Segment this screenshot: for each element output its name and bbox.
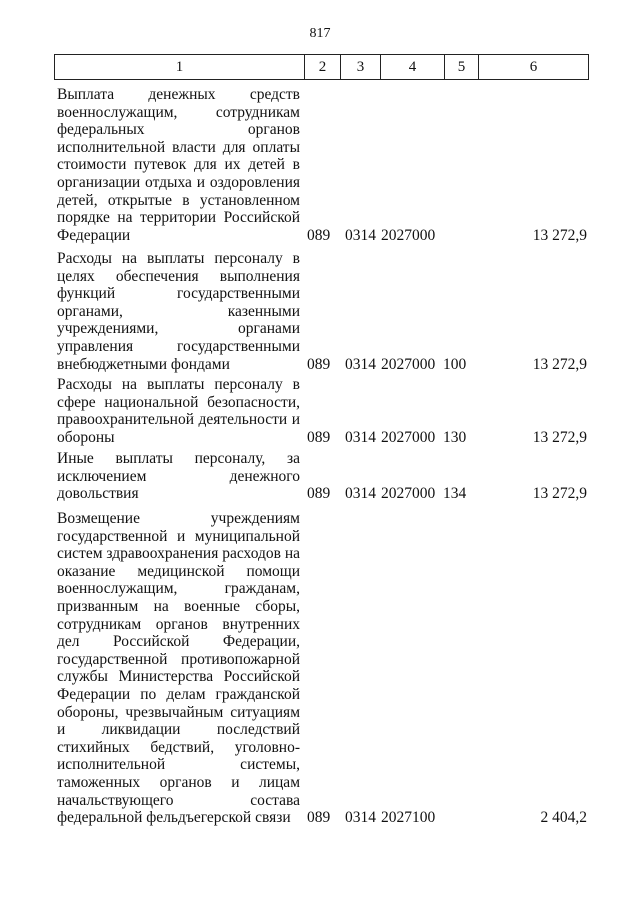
column-4-value: 2027000	[381, 428, 436, 446]
column-header-1: 1	[55, 55, 305, 80]
column-header-2: 2	[305, 55, 341, 80]
description-line: систем здравоохранения расходов на	[57, 545, 300, 563]
column-2-value: 089	[307, 226, 331, 244]
column-header-5: 5	[445, 55, 479, 80]
description-line: Возмещение учреждениям	[57, 510, 300, 527]
description-line: исполнительной системы,	[57, 756, 300, 774]
description-line: учреждениями, органами	[57, 320, 300, 338]
description-line: функций государственными	[57, 285, 300, 303]
column-4-value: 2027000	[381, 226, 436, 244]
description-line: Выплата денежных средств	[57, 86, 300, 103]
description-line: правоохранительной деятельности и	[57, 411, 300, 429]
column-header-3: 3	[341, 55, 381, 80]
column-3-value: 0314	[345, 355, 376, 373]
column-2-value: 089	[307, 809, 331, 827]
description-line: порядке на территории Российской	[57, 209, 300, 227]
column-5-value: 100	[443, 355, 467, 373]
table-row	[57, 250, 587, 373]
description-line: федеральной фельдъегерской связи	[57, 809, 291, 827]
column-5-value: 130	[443, 428, 467, 446]
column-3-value: 0314	[345, 226, 376, 244]
row-description	[57, 86, 300, 244]
description-line: сотрудникам органов внутренних	[57, 615, 300, 633]
column-header-table	[54, 54, 589, 80]
column-3-value: 0314	[345, 809, 376, 827]
row-description	[57, 510, 300, 827]
column-2-value: 089	[307, 355, 331, 373]
column-6-value: 13 272,9	[532, 226, 587, 244]
description-line: обороны	[57, 428, 115, 446]
description-line: федеральных органов	[57, 121, 300, 139]
description-line: призванным на военные сборы,	[57, 597, 300, 615]
description-line: Иные выплаты персоналу, за	[57, 450, 300, 467]
description-line: государственной противопожарной	[57, 650, 300, 668]
column-3-value: 0314	[345, 428, 376, 446]
column-6-value: 13 272,9	[532, 428, 587, 446]
row-description	[57, 376, 300, 446]
description-line: целях обеспечения выполнения	[57, 267, 300, 285]
description-line: стоимости путевок для их детей в	[57, 156, 300, 174]
description-line: государственной и муниципальной	[57, 527, 300, 545]
table-row	[57, 376, 587, 446]
column-5-value: 134	[443, 485, 467, 503]
page-number: 817	[309, 26, 331, 41]
column-6-value: 13 272,9	[532, 485, 587, 503]
description-line: таможенных органов и лицам	[57, 773, 300, 791]
column-2-value: 089	[307, 485, 331, 503]
description-line: довольствия	[57, 485, 139, 503]
description-line: исполнительной власти для оплаты	[57, 138, 300, 156]
description-line: военнослужащим, сотрудникам	[57, 103, 300, 121]
description-line: службы Министерства Российской	[57, 668, 300, 686]
column-4-value: 2027100	[381, 809, 436, 827]
description-line: детей, открытые в установленном	[57, 191, 300, 209]
description-line: Федерации по делам гражданской	[57, 685, 300, 703]
column-header-4: 4	[381, 55, 445, 80]
column-3-value: 0314	[345, 485, 376, 503]
description-line: военнослужащим, гражданам,	[57, 580, 300, 598]
column-header-6: 6	[479, 55, 589, 80]
column-4-value: 2027000	[381, 485, 436, 503]
description-line: Расходы на выплаты персоналу в	[57, 376, 300, 393]
column-header-row	[55, 55, 589, 80]
description-line: стихийных бедствий, уголовно-	[57, 738, 300, 756]
description-line: управления государственными	[57, 337, 300, 355]
table-row	[57, 510, 587, 827]
table-row	[57, 86, 587, 244]
row-description	[57, 250, 300, 373]
column-6-value: 13 272,9	[532, 355, 587, 373]
description-line: начальствующего состава	[57, 791, 300, 809]
description-line: органами, казенными	[57, 302, 300, 320]
description-line: сфере национальной безопасности,	[57, 393, 300, 411]
description-line: оказание медицинской помощи	[57, 562, 300, 580]
description-line: исключением денежного	[57, 467, 300, 485]
table-row	[57, 450, 587, 503]
description-line: внебюджетными фондами	[57, 355, 230, 373]
column-4-value: 2027000	[381, 355, 436, 373]
description-line: и ликвидации последствий	[57, 721, 300, 739]
column-6-value: 2 404,2	[540, 809, 587, 827]
column-2-value: 089	[307, 428, 331, 446]
description-line: обороны, чрезвычайным ситуациям	[57, 703, 300, 721]
description-line: Расходы на выплаты персоналу в	[57, 250, 300, 267]
description-line: организации отдыха и оздоровления	[57, 173, 300, 191]
row-description	[57, 450, 300, 503]
description-line: Федерации	[57, 226, 131, 244]
description-line: дел Российской Федерации,	[57, 633, 300, 651]
